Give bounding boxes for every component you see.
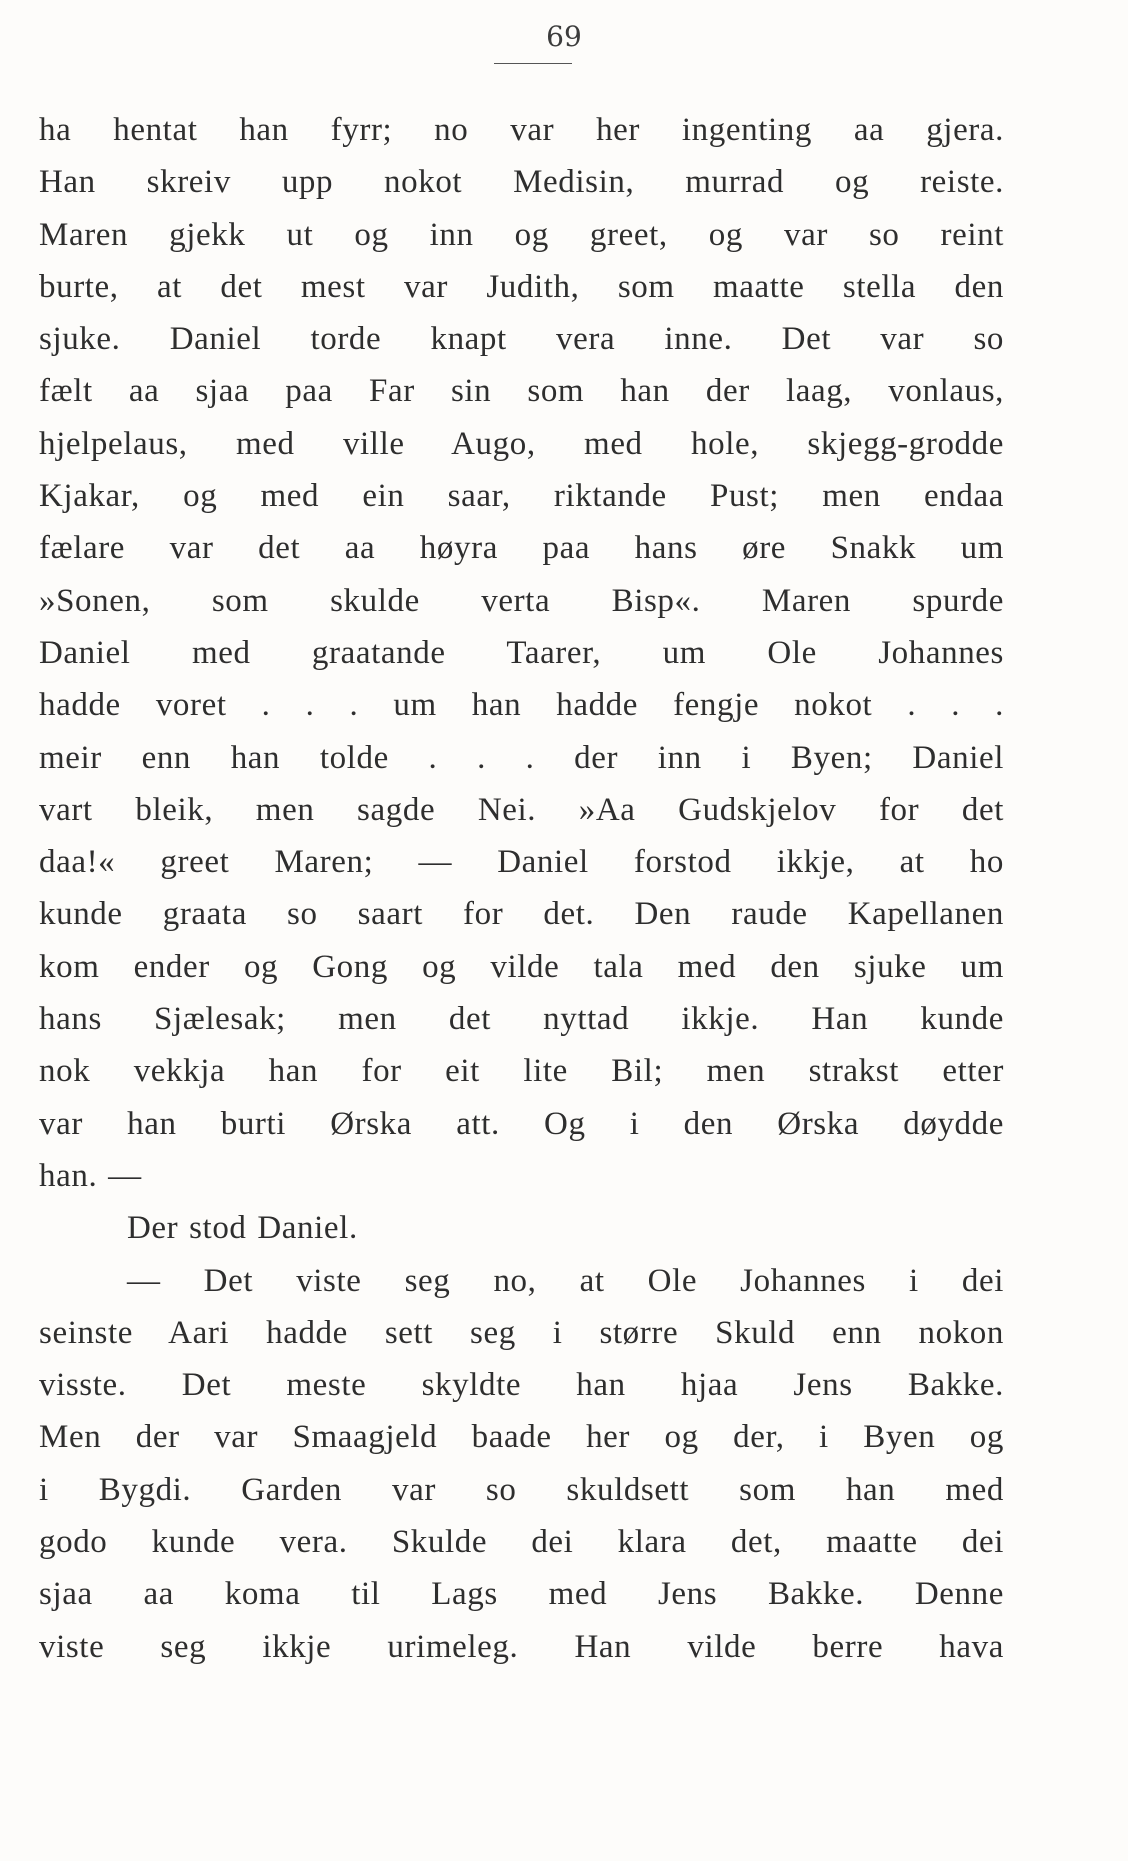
text-line: hadde voret . . . um han hadde fengje nokot . . .: [39, 687, 1004, 724]
text-line: godo kunde vera. Skulde dei klara det, maatte dei: [39, 1524, 1004, 1561]
text-line: Kjakar, og med ein saar, riktande Pust; men endaa: [39, 478, 1004, 515]
body-text: [39, 104, 1004, 1673]
paragraph-first-line: — Det viste seg no, at Ole Johannes i dei: [127, 1262, 1004, 1299]
text-line: Maren gjekk ut og inn og greet, og var so reint: [39, 216, 1004, 253]
page-number-rule: [494, 63, 572, 64]
text-line: i Bygdi. Garden var so skuldsett som han med: [39, 1471, 1004, 1508]
text-line: sjuke. Daniel torde knapt vera inne. Det var so: [39, 321, 1004, 358]
text-line: fælare var det aa høyra paa hans øre Snakk um: [39, 530, 1004, 567]
text-line: hans Sjælesak; men det nyttad ikkje. Han kunde: [39, 1001, 1004, 1038]
text-line: sjaa aa koma til Lags med Jens Bakke. Denne: [39, 1576, 1004, 1613]
text-line: ha hentat han fyrr; no var her ingenting aa gjera.: [39, 112, 1004, 148]
text-line: Han skreiv upp nokot Medisin, murrad og reiste.: [39, 164, 1004, 201]
text-line: fælt aa sjaa paa Far sin som han der laag, vonlaus,: [39, 373, 1004, 410]
text-line: »Sonen, som skulde verta Bisp«. Maren spurde: [39, 582, 1004, 619]
text-line: daa!« greet Maren; — Daniel forstod ikkje, at ho: [39, 844, 1004, 881]
text-line: viste seg ikkje urimeleg. Han vilde berre hava: [39, 1628, 1004, 1665]
text-line: kunde graata so saart for det. Den raude Kapellanen: [39, 896, 1004, 933]
text-line: var han burti Ørska att. Og i den Ørska døydde: [39, 1105, 1004, 1142]
text-line: burte, at det mest var Judith, som maatte stella den: [39, 268, 1004, 305]
text-line: Men der var Smaagjeld baade her og der, i Byen og: [39, 1419, 1004, 1456]
paragraph-line: Der stod Daniel.: [127, 1210, 358, 1247]
paragraph-end-line: han. —: [39, 1157, 142, 1194]
text-line: nok vekkja han for eit lite Bil; men strakst etter: [39, 1053, 1004, 1090]
text-line: meir enn han tolde . . . der inn i Byen; Daniel: [39, 739, 1004, 776]
text-line: vart bleik, men sagde Nei. »Aa Gudskjelov for det: [39, 791, 1004, 828]
text-line: hjelpelaus, med ville Augo, med hole, skjegg-grodde: [39, 425, 1004, 462]
text-line: Daniel med graatande Taarer, um Ole Johannes: [39, 634, 1004, 671]
text-line: visste. Det meste skyldte han hjaa Jens Bakke.: [39, 1367, 1004, 1404]
text-line: seinste Aari hadde sett seg i større Skuld enn nokon: [39, 1314, 1004, 1351]
page-number: 69: [546, 20, 582, 53]
text-line: kom ender og Gong og vilde tala med den sjuke um: [39, 948, 1004, 985]
